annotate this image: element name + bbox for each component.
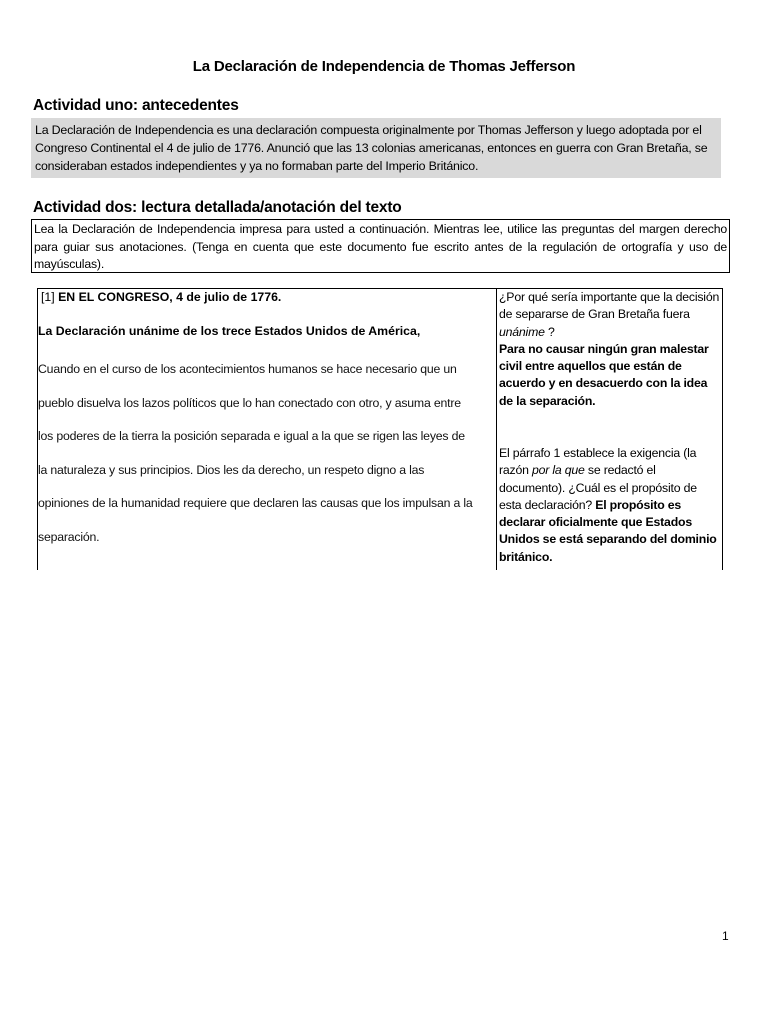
congress-date-header (41, 290, 281, 304)
question-one-text: ¿Por qué sería importante que la decisión de separarse de Gran Bretaña fuera (499, 290, 720, 322)
page-title: La Declaración de Independencia de Thomas Jefferson (192, 58, 576, 75)
activity-two-heading: Actividad dos: lectura detallada/anotación del texto (33, 199, 402, 216)
question-one-italic: unánime (499, 324, 545, 339)
paragraph-line: los poderes de la tierra la posición separada e igual a la que se rigen las leyes de (38, 429, 465, 443)
activity-one-heading: Actividad uno: antecedentes (33, 97, 239, 114)
declaration-paragraph (38, 353, 498, 554)
questions-column (497, 289, 722, 570)
question-two-italic: por la que (531, 463, 585, 478)
page-number: 1 (722, 929, 729, 943)
activity-two-instructions: Lea la Declaración de Independencia impresa para usted a continuación. Mientras lee, utilice las preguntas del margen derecho para guiar sus anotaciones. (Tenga en cuenta que este documento fue escrito antes de la regulación de ortografía y uso de mayúsculas). (31, 219, 730, 273)
paragraph-line: opiniones de la humanidad requiere que declaren las causas que los impulsan a la (38, 496, 473, 510)
answer-two: El propósito es declarar oficialmente que Estados Unidos se está separando del dominio británico. (499, 497, 717, 564)
paragraph-line: la naturaleza y sus principios. Dios les da derecho, un respeto digno a las (38, 462, 425, 477)
question-two-text: El párrafo 1 establece la exigencia (la razón (499, 446, 697, 478)
paragraph-number: [1] (41, 290, 55, 304)
annotation-table (37, 288, 723, 570)
question-two-end: se redactó el documento). ¿Cuál es el propósito de esta declaración? (499, 463, 697, 512)
text-column (38, 289, 496, 570)
question-one-block (499, 289, 721, 410)
congress-date-text: EN EL CONGRESO, 4 de julio de 1776. (58, 290, 282, 304)
paragraph-line: pueblo disuelva los lazos políticos que lo han conectado con otro, y asuma entre (38, 395, 461, 410)
paragraph-line: Cuando en el curso de los acontecimientos humanos se hace necesario que un (38, 362, 457, 376)
answer-one: Para no causar ningún gran malestar civil entre aquellos que están de acuerdo y en desacuerdo con la idea de la separación. (499, 341, 709, 408)
declaration-title: La Declaración unánime de los trece Estados Unidos de América, (38, 324, 421, 338)
activity-one-background-text: La Declaración de Independencia es una declaración compuesta originalmente por Thomas Jefferson y luego adoptada por el Congreso Continental el 4 de julio de 1776. Anunció que las 13 colonias americanas, entonces en guerra con Gran Bretaña, se consideraban estados independientes y ya no formaban parte del Imperio Británico. (31, 118, 721, 178)
question-one-end: ? (544, 324, 555, 339)
question-two-block (499, 445, 721, 566)
paragraph-line: separación. (38, 529, 100, 544)
